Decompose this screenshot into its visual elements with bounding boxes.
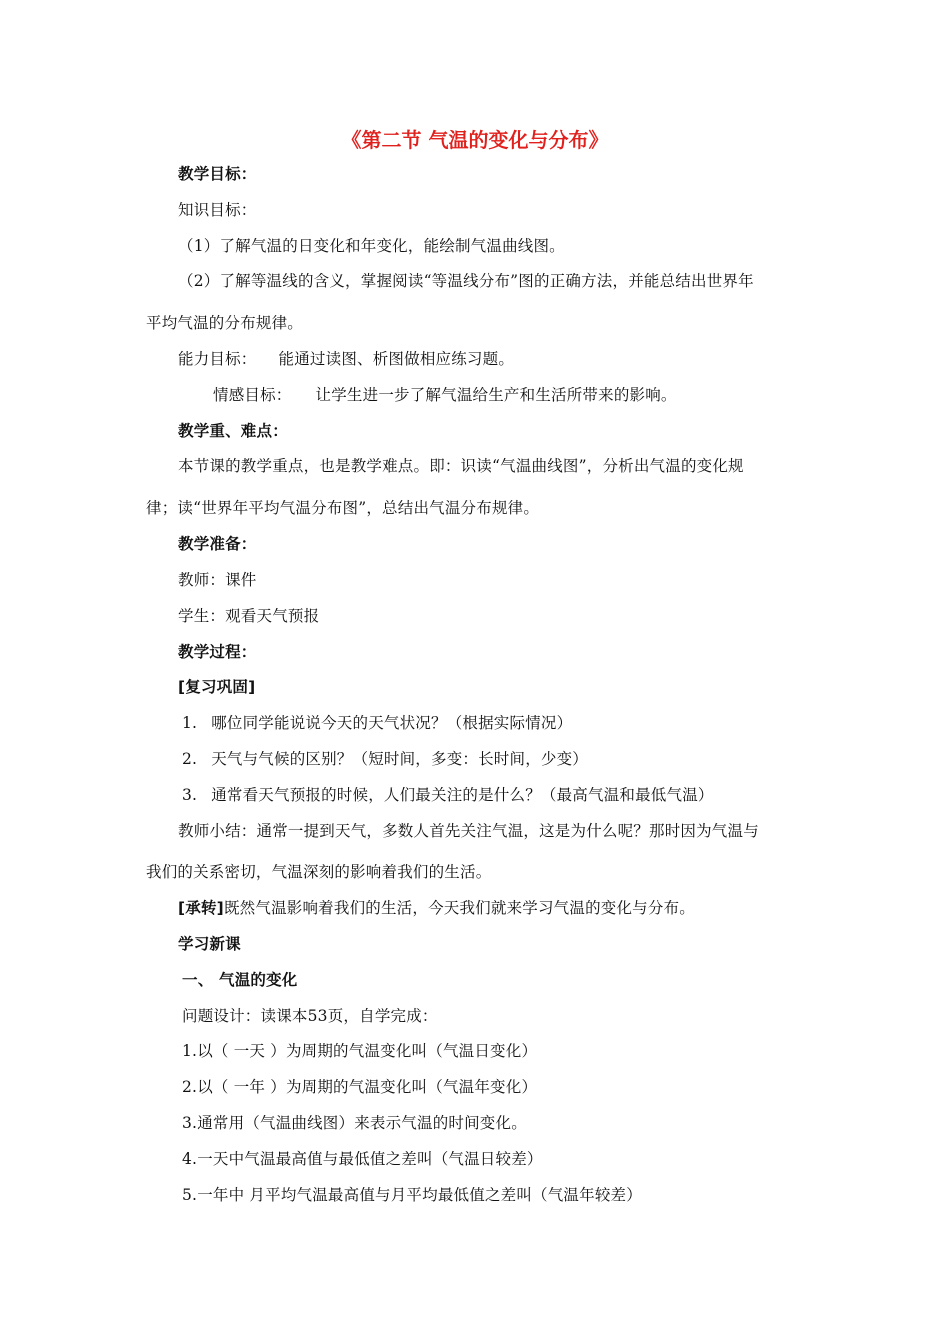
review-item (182, 749, 588, 769)
knowledge-item-1: （1）了解气温的日变化和年变化，能绘制气温曲线图。 (178, 237, 565, 255)
key-text: 本节课的教学重点，也是教学难点。即：识读“气温曲线图”，分析出气温的变化规 (178, 457, 744, 475)
emotion-label: 情感目标： (213, 386, 292, 404)
review-number: 3. (182, 786, 198, 804)
review-text: 天气与气候的区别？（短时间，多变：长时间，少变） (211, 750, 589, 768)
knowledge-item-2: （2）了解等温线的含义，掌握阅读“等温线分布”图的正确方法，并能总结出世界年 (178, 272, 754, 290)
key-difficult-heading: 教学重、难点： (178, 422, 288, 440)
prep-student: 学生：观看天气预报 (178, 607, 320, 625)
prep-teacher: 教师：课件 (178, 571, 257, 589)
objectives-heading: 教学目标： (178, 165, 257, 183)
list-item: 5.一年中 月平均气温最高值与月平均最低值之差叫（气温年较差） (182, 1186, 642, 1204)
teacher-summary-cont: 我们的关系密切，气温深刻的影响着我们的生活。 (146, 863, 492, 881)
process-heading: 教学过程： (178, 643, 257, 661)
list-item: 1.以（ 一天 ）为周期的气温变化叫（气温日变化） (182, 1042, 538, 1060)
knowledge-label: 知识目标： (178, 201, 257, 219)
document-title: 《第二节 气温的变化与分布》 (341, 128, 609, 152)
knowledge-item-2-cont: 平均气温的分布规律。 (146, 314, 304, 332)
new-lesson-heading: 学习新课 (178, 935, 241, 953)
ability-objective (178, 349, 514, 369)
transition-label: [承转] (178, 899, 224, 917)
emotion-objective (213, 385, 677, 405)
section-heading: 一、 气温的变化 (182, 971, 298, 989)
teacher-summary: 教师小结：通常一提到天气，多数人首先关注气温，这是为什么呢？那时因为气温与 (178, 822, 759, 840)
key-text-cont: 律；读“世界年平均气温分布图”，总结出气温分布规律。 (146, 499, 540, 517)
review-text: 哪位同学能说说今天的天气状况？（根据实际情况） (211, 714, 573, 732)
list-item: 2.以（ 一年 ）为周期的气温变化叫（气温年变化） (182, 1078, 538, 1096)
list-item: 4.一天中气温最高值与最低值之差叫（气温日较差） (182, 1150, 543, 1168)
review-heading: [复习巩固] (178, 678, 256, 696)
ability-text: 能通过读图、析图做相应练习题。 (278, 350, 515, 368)
review-number: 1. (182, 714, 198, 732)
transition-text: 既然气温影响着我们的生活，今天我们就来学习气温的变化与分布。 (223, 899, 695, 917)
question-design: 问题设计：读课本53页，自学完成： (182, 1007, 438, 1025)
review-number: 2. (182, 750, 198, 768)
list-item: 3.通常用（气温曲线图）来表示气温的时间变化。 (182, 1114, 527, 1132)
prep-heading: 教学准备： (178, 535, 257, 553)
review-item (182, 713, 572, 733)
ability-label: 能力目标： (178, 350, 257, 368)
transition (178, 898, 695, 918)
review-item (182, 785, 714, 805)
emotion-text: 让学生进一步了解气温给生产和生活所带来的影响。 (315, 386, 677, 404)
review-text: 通常看天气预报的时候，人们最关注的是什么？（最高气温和最低气温） (211, 786, 714, 804)
